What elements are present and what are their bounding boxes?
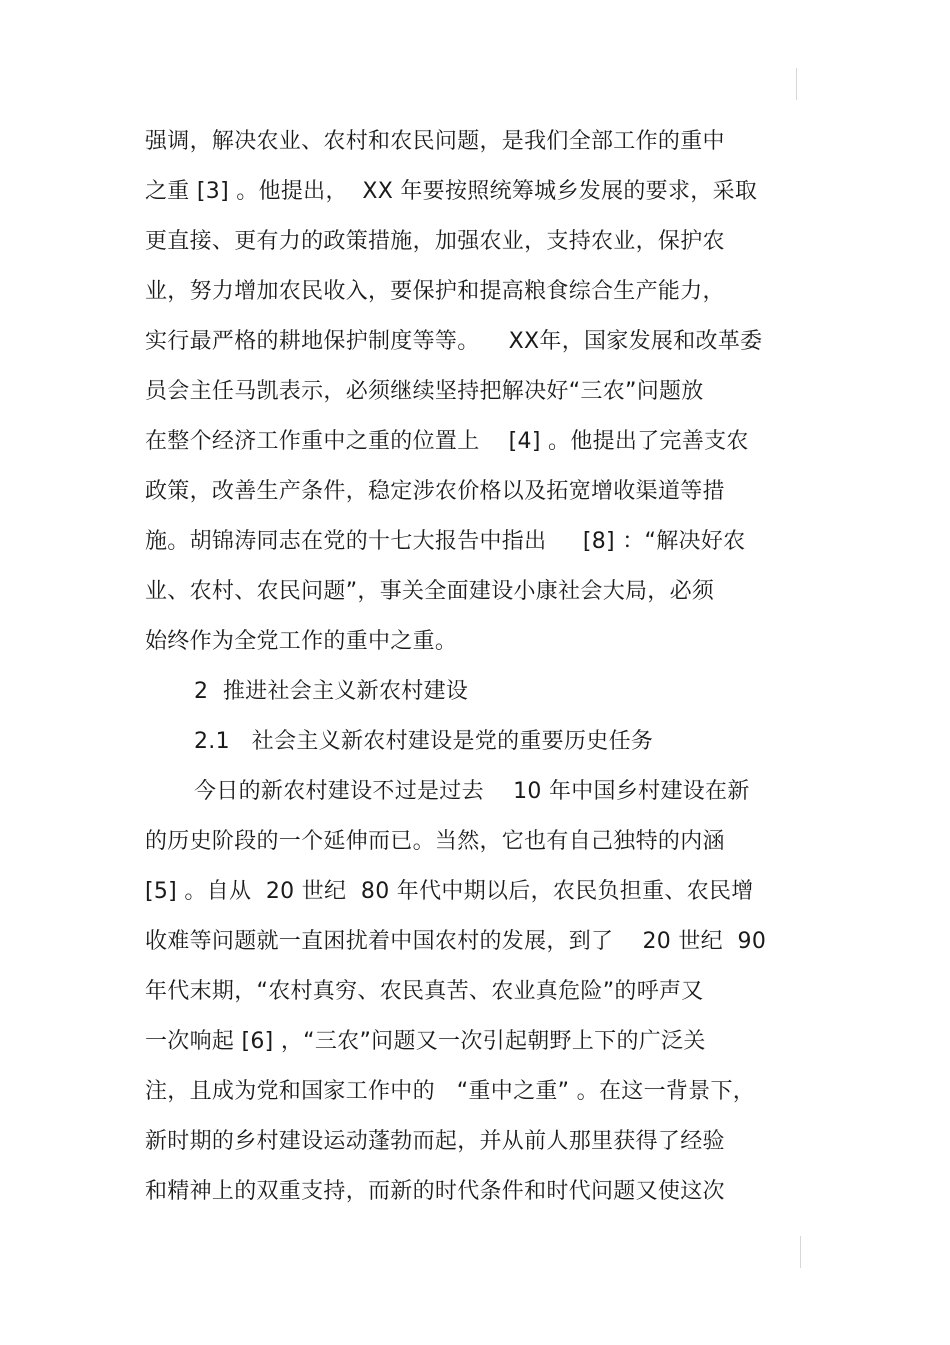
paragraph-line: 业、农村、农民问题”，事关全面建设小康社会大局，必须 xyxy=(145,579,715,604)
paragraph-line: [5] 。自从 20 世纪 80 年代中期以后，农民负担重、农民增 xyxy=(145,879,754,904)
paragraph-line: 更直接、更有力的政策措施，加强农业，支持农业，保护农 xyxy=(145,229,725,254)
paragraph-line: 实行最严格的耕地保护制度等等。 XX年，国家发展和改革委 xyxy=(145,329,763,354)
bottom-right-crop-mark xyxy=(800,1236,801,1268)
paragraph-line: 政策，改善生产条件，稳定涉农价格以及拓宽增收渠道等措 xyxy=(145,479,725,504)
paragraph-line: 强调，解决农业、农村和农民问题，是我们全部工作的重中 xyxy=(145,129,725,154)
paragraph-line: 的历史阶段的一个延伸而已。当然，它也有自己独特的内涵 xyxy=(145,829,725,854)
paragraph-line: 和精神上的双重支持，而新的时代条件和时代问题又使这次 xyxy=(145,1179,725,1204)
paragraph-first-line: 今日的新农村建设不过是过去 10 年中国乡村建设在新 xyxy=(194,779,750,804)
subsection-heading: 2.1 社会主义新农村建设是党的重要历史任务 xyxy=(194,729,654,754)
paragraph-line: 之重 [3] 。他提出， XX 年要按照统筹城乡发展的要求，采取 xyxy=(145,179,758,204)
paragraph-line: 施。胡锦涛同志在党的十七大报告中指出 [8] ：“解决好农 xyxy=(145,529,746,554)
paragraph-line: 始终作为全党工作的重中之重。 xyxy=(145,629,458,654)
paragraph-line: 年代末期，“农村真穷、农民真苦、农业真危险”的呼声又 xyxy=(145,979,704,1004)
paragraph-line: 业，努力增加农民收入，要保护和提高粮食综合生产能力， xyxy=(145,279,725,304)
paragraph-line: 新时期的乡村建设运动蓬勃而起，并从前人那里获得了经验 xyxy=(145,1129,725,1154)
paragraph-line: 一次响起 [6] ，“三农”问题又一次引起朝野上下的广泛关 xyxy=(145,1029,706,1054)
paragraph-line: 收难等问题就一直困扰着中国农村的发展，到了 20 世纪 90 xyxy=(145,929,767,954)
section-heading: 2 推进社会主义新农村建设 xyxy=(194,679,469,704)
paragraph-line: 在整个经济工作重中之重的位置上 [4] 。他提出了完善支农 xyxy=(145,429,749,454)
paragraph-line: 注，且成为党和国家工作中的 “重中之重” 。在这一背景下， xyxy=(145,1079,756,1104)
top-right-crop-mark xyxy=(796,68,797,100)
paragraph-line: 员会主任马凯表示，必须继续坚持把解决好“三农”问题放 xyxy=(145,379,704,404)
